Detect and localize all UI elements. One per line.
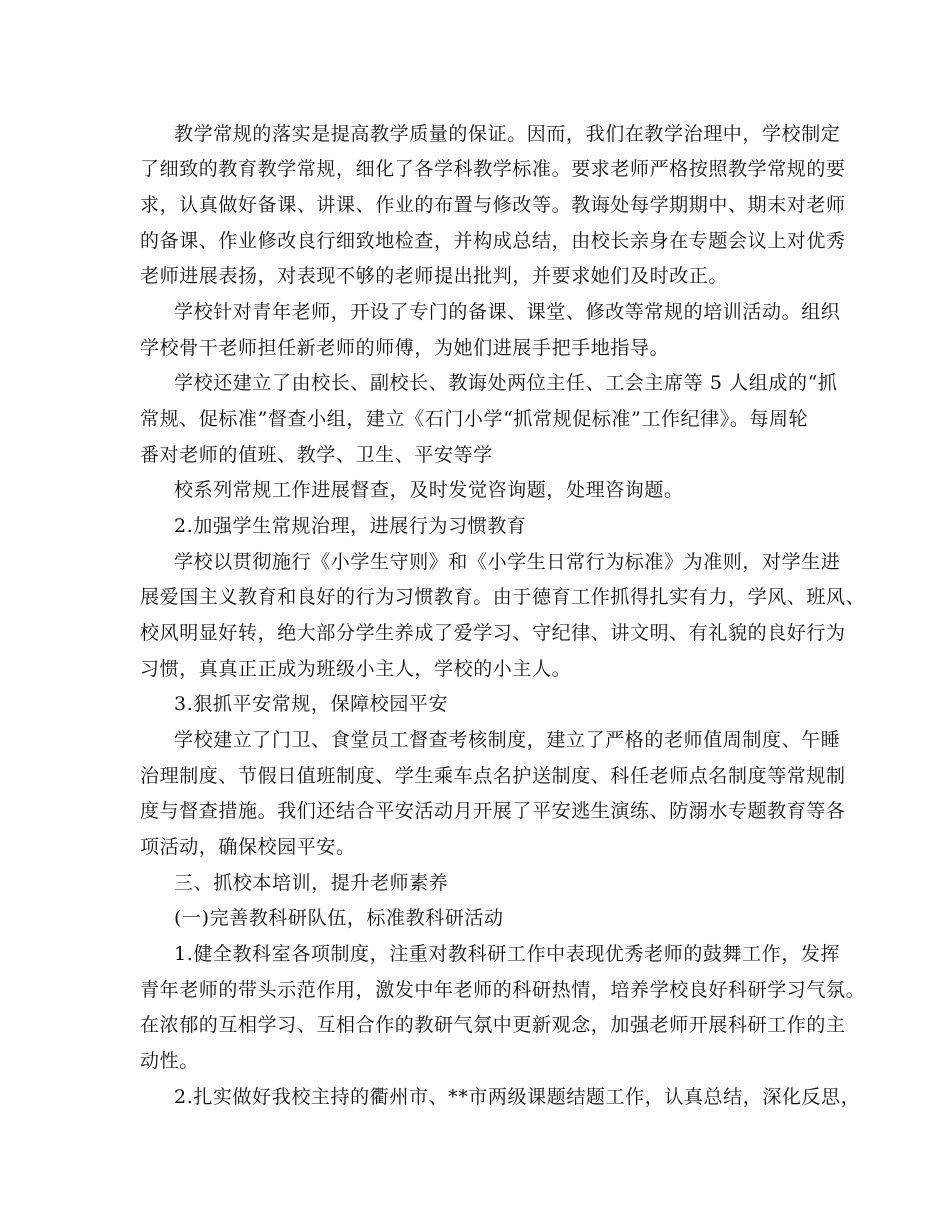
paragraph-line: 项活动，确保校园平安。	[140, 836, 356, 858]
paragraph-line: 学校建立了门卫、食堂员工督查考核制度，建立了严格的老师值周制度、午睡	[174, 729, 841, 751]
paragraph-line: 求，认真做好备课、讲课、作业的布置与修改等。教诲处每学期期中、期末对老师	[140, 194, 846, 216]
paragraph-line: 习惯，真真正正成为班级小主人，学校的小主人。	[140, 658, 572, 680]
section-heading: 三、抓校本培训，提升老师素养	[174, 872, 449, 894]
paragraph-line: 2.扎实做好我校主持的衢州市、**市两级课题结题工作，认真总结，深化反思，	[174, 1086, 861, 1108]
paragraph-line: 的备课、作业修改良行细致地检查，并构成总结，由校长亲身在专题会议上对优秀	[140, 230, 846, 252]
paragraph-line: 了细致的教育教学常规，细化了各学科教学标准。要求老师严格按照教学常规的要	[140, 158, 846, 180]
paragraph-line: 老师进展表扬，对表现不够的老师提出批判，并要求她们及时改正。	[140, 265, 729, 287]
paragraph-line: 在浓郁的互相学习、互相合作的教研气氛中更新观念，加强老师开展科研工作的主	[140, 1014, 846, 1036]
paragraph-line: 校系列常规工作进展督查，及时发觉咨询题，处理咨询题。	[174, 479, 684, 501]
paragraph-line: 常规、促标准”督查小组，建立《石门小学“抓常规促标准”工作纪律》。每周轮	[140, 408, 809, 430]
paragraph-line: 教学常规的落实是提高教学质量的保证。因而，我们在教学治理中，学校制定	[174, 123, 841, 145]
paragraph-line: 1.健全教科室各项制度，注重对教科研工作中表现优秀老师的鼓舞工作，发挥	[174, 943, 841, 965]
paragraph-line: 学校骨干老师担任新老师的师傅，为她们进展手把手地指导。	[140, 337, 670, 359]
paragraph-line: 学校还建立了由校长、副校长、教诲处两位主任、工会主席等 5 人组成的“抓	[174, 372, 838, 394]
paragraph-line: 校风明显好转，绝大部分学生养成了爱学习、守纪律、讲文明、有礼貌的良好行为	[140, 622, 846, 644]
paragraph-line: 学校以贯彻施行《小学生守则》和《小学生日常行为标准》为准则，对学生进	[174, 551, 841, 573]
section-heading: 3.狠抓平安常规，保障校园平安	[174, 693, 449, 715]
section-heading: 2.加强学生常规治理，进展行为习惯教育	[174, 515, 527, 537]
paragraph-line: 学校针对青年老师，开设了专门的备课、课堂、修改等常规的培训活动。组织	[174, 301, 841, 323]
paragraph-line: 青年老师的带头示范作用，激发中年老师的科研热情，培养学校良好科研学习气氛。	[140, 979, 866, 1001]
paragraph-line: 番对老师的值班、教学、卫生、平安等学	[140, 444, 493, 466]
paragraph-line: 展爱国主义教育和良好的行为习惯教育。由于德育工作抓得扎实有力，学风、班风、	[140, 586, 866, 608]
paragraph-line: 度与督查措施。我们还结合平安活动月开展了平安逃生演练、防溺水专题教育等各	[140, 800, 846, 822]
paragraph-line: 治理制度、节假日值班制度、学生乘车点名护送制度、科任老师点名制度等常规制	[140, 765, 846, 787]
subsection-heading: (一)完善教科研队伍，标准教科研活动	[174, 907, 504, 929]
paragraph-line: 动性。	[140, 1050, 199, 1072]
